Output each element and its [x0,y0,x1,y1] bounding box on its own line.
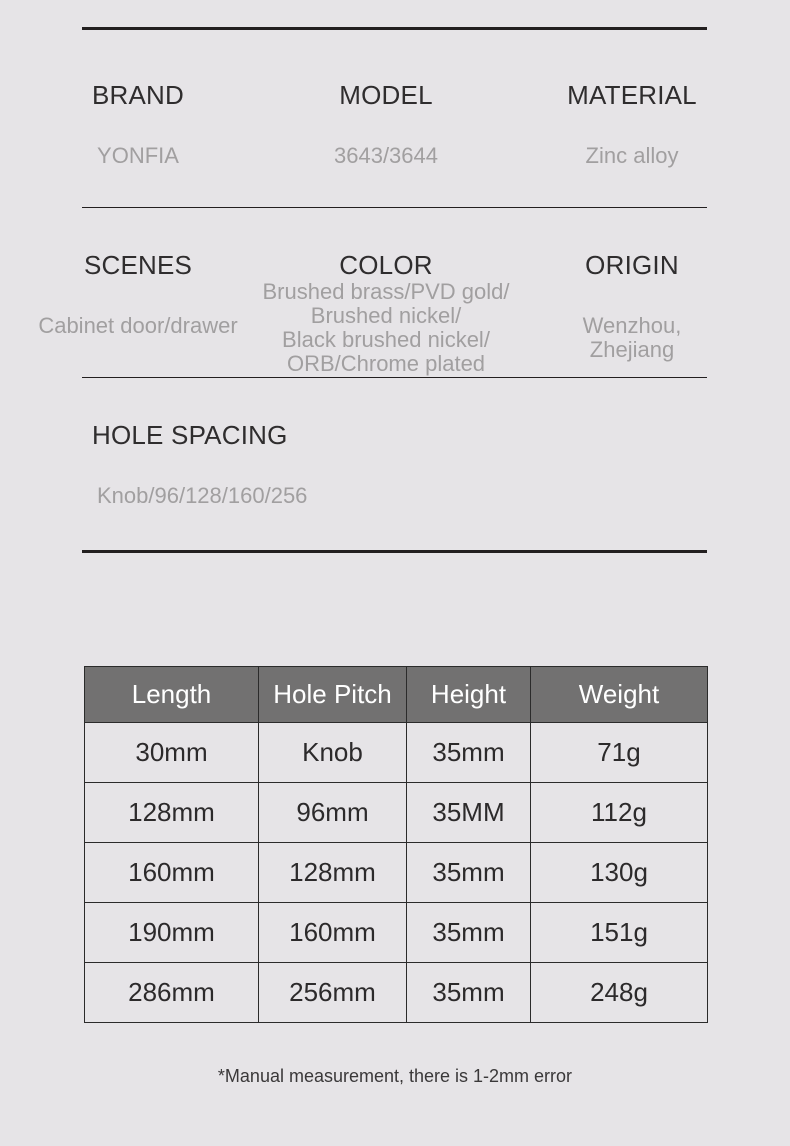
cell-height: 35mm [407,903,531,963]
brand-label: BRAND [91,80,185,110]
color-label: COLOR [339,250,433,280]
hole-spacing-label: HOLE SPACING [92,420,288,450]
table-row [85,723,708,783]
cell-height: 35MM [407,783,531,843]
model-label: MODEL [339,80,433,110]
measurement-note: *Manual measurement, there is 1-2mm error [217,1066,573,1086]
table-row [85,963,708,1023]
header-height: Height [407,667,531,723]
cell-weight: 71g [531,723,708,783]
cell-length: 286mm [85,963,259,1023]
color-line: Brushed nickel/ [310,303,462,328]
origin-label: ORIGIN [585,250,679,280]
origin-line: Wenzhou, [582,313,682,338]
cell-weight: 112g [531,783,708,843]
color-line: Brushed brass/PVD gold/ [262,279,510,304]
cell-height: 35mm [407,843,531,903]
cell-weight: 130g [531,843,708,903]
header-hole-pitch: Hole Pitch [259,667,407,723]
header-length: Length [85,667,259,723]
brand-value: YONFIA [97,143,179,168]
cell-height: 35mm [407,963,531,1023]
cell-length: 160mm [85,843,259,903]
table-row [85,783,708,843]
table-row [85,843,708,903]
color-line: ORB/Chrome plated [286,351,486,376]
cell-height: 35mm [407,723,531,783]
top-divider [82,27,707,30]
material-label: MATERIAL [567,80,697,110]
row-divider [82,207,707,208]
color-value [262,280,509,376]
origin-value [583,314,682,362]
cell-length: 128mm [85,783,259,843]
scenes-label: SCENES [83,250,193,280]
cell-hole-pitch: 256mm [259,963,407,1023]
cell-weight: 248g [531,963,708,1023]
cell-hole-pitch: 96mm [259,783,407,843]
cell-hole-pitch: Knob [259,723,407,783]
cell-weight: 151g [531,903,708,963]
model-value: 3643/3644 [334,143,438,168]
hole-spacing-value: Knob/96/128/160/256 [97,483,308,508]
header-weight: Weight [531,667,708,723]
origin-line: Zhejiang [589,337,675,362]
cell-hole-pitch: 160mm [259,903,407,963]
table-row [85,903,708,963]
material-value: Zinc alloy [585,143,679,168]
cell-hole-pitch: 128mm [259,843,407,903]
cell-length: 30mm [85,723,259,783]
size-table [84,666,708,1023]
table-header-row [85,667,708,723]
scenes-value: Cabinet door/drawer [38,313,238,338]
bottom-divider [82,550,707,553]
color-line: Black brushed nickel/ [282,327,490,352]
cell-length: 190mm [85,903,259,963]
row-divider [82,377,707,378]
